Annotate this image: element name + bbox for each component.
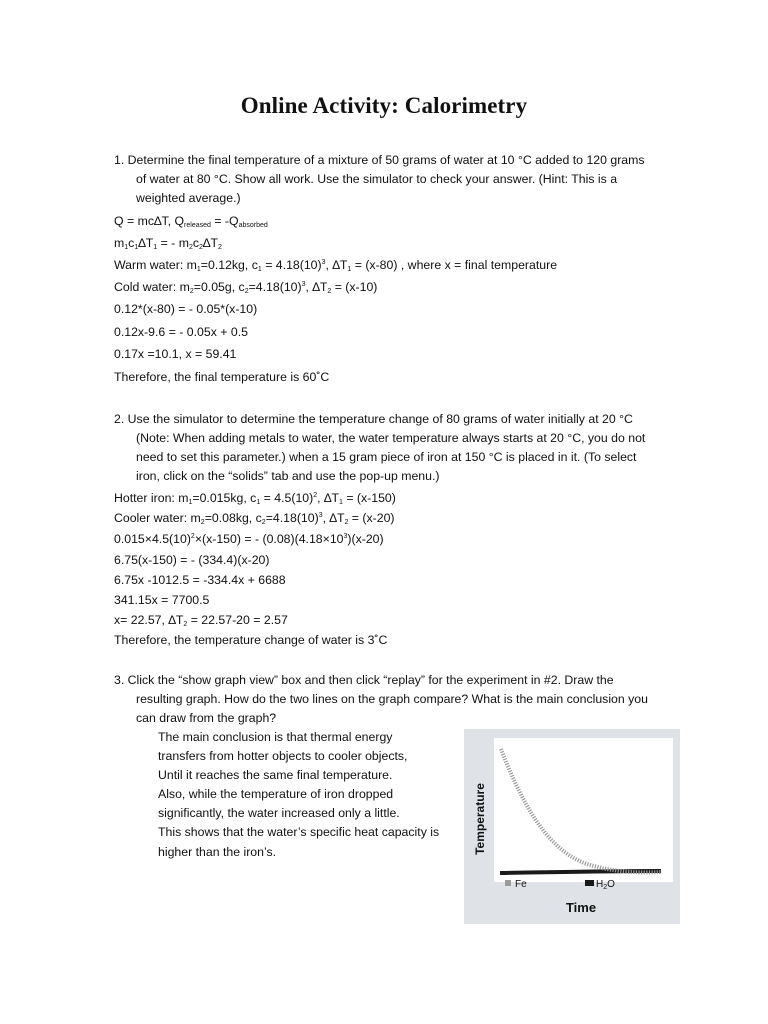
q2-conclusion: Therefore, the temperature change of water is 3˚C [114,633,388,647]
legend-h2o-label: $H_2O$ [596,879,615,891]
q3-prompt-line: can draw from the graph? [136,711,277,725]
y-axis-label: Temperature [473,783,487,855]
legend-h2o-swatch [585,880,594,886]
q3-answer-line: Until it reaches the same final temperature. [158,768,393,782]
q1-warm-water: Warm water: $m_1=0.12kg$, $c_1 = 4.18(10)^3$, $\Delta T_1 = (x-80)$ , where x = final temperature [114,258,558,273]
q1-prompt-line: weighted average.) [136,191,241,205]
q3-prompt-line: 3. Click the “show graph view” box and then click “replay” for the experiment in #2. Draw the [114,673,614,687]
q2-iron: Hotter iron: $m_1=0.015kg$, $c_1 = 4.5(10)^2$, $\Delta T_1 = (x-150)$ [114,491,396,506]
plot-area [494,738,673,882]
q1-heat-equation: Q = mc∆T, $Q_{released} = -Q_{absorbed}$ [114,214,268,229]
q1-cold-water: Cold water: $m_2=0.05g$, $c_2=4.18(10)^3$, $\Delta T_2 = (x-10)$ [114,280,378,295]
graph-svg [464,729,680,924]
temperature-time-graph [464,729,680,924]
q1-balance-equation: $m_1c_1\Delta T_1$ = - $m_2c_2\Delta T_2$ [114,236,222,251]
q3-answer-line: transfers from hotter objects to cooler objects, [158,749,408,763]
legend-fe-label: Fe [515,879,527,890]
q1-step: 0.12*(x-80) = - 0.05*(x-10) [114,302,258,316]
q3-answer-line: Also, while the temperature of iron dropped [158,787,394,801]
q2-prompt-line: iron, click on the “solids” tab and use the pop-up menu.) [136,469,440,483]
q2-equation: $0.015\times 4.5(10)^2\times(x-150)$ = - $(0.08)(4.18\times 10^3)(x-20)$ [114,532,384,546]
q2-step: 6.75(x-150) = - (334.4)(x-20) [114,553,270,567]
q2-final-step: x= 22.57, $\Delta T_2 = 22.57-20 = 2.57$ [114,613,288,628]
x-axis-label: Time [565,900,597,915]
page-title: Online Activity: Calorimetry [240,93,528,118]
legend-fe-swatch [505,880,511,886]
q1-prompt-line: 1. Determine the final temperature of a mixture of 50 grams of water at 10 °C added to 120 grams [114,153,645,167]
q3-prompt-line: resulting graph. How do the two lines on the graph compare? What is the main conclusion you [136,692,648,706]
q3-answer-line: higher than the iron’s. [158,845,277,859]
q2-water: Cooler water: $m_2=0.08kg$, $c_2=4.18(10)^3$, $\Delta T_2 = (x-20)$ [114,511,395,526]
q1-step: 0.12x-9.6 = - 0.05x + 0.5 [114,325,248,339]
q3-answer-line: This shows that the water’s specific heat capacity is [158,825,440,839]
q1-step: 0.17x =10.1, x = 59.41 [114,347,237,361]
q3-answer-line: significantly, the water increased only a little. [158,806,400,820]
q1-conclusion: Therefore, the final temperature is 60˚C [114,370,330,384]
q2-prompt-line: (Note: When adding metals to water, the water temperature always starts at 20 °C, you do not [136,431,646,445]
q2-prompt-line: need to set this parameter.) when a 15 gram piece of iron at 150 °C is placed in it. (To select [136,450,637,464]
q2-step: 6.75x -1012.5 = -334.4x + 6688 [114,573,286,587]
q3-answer-line: The main conclusion is that thermal energy [158,730,393,744]
q1-prompt-line: of water at 80 °C. Show all work. Use the simulator to check your answer. (Hint: This is a [136,172,618,186]
q2-step: 341.15x = 7700.5 [114,593,210,607]
q2-prompt-line: 2. Use the simulator to determine the temperature change of 80 grams of water initially at 20 °C [114,412,633,426]
